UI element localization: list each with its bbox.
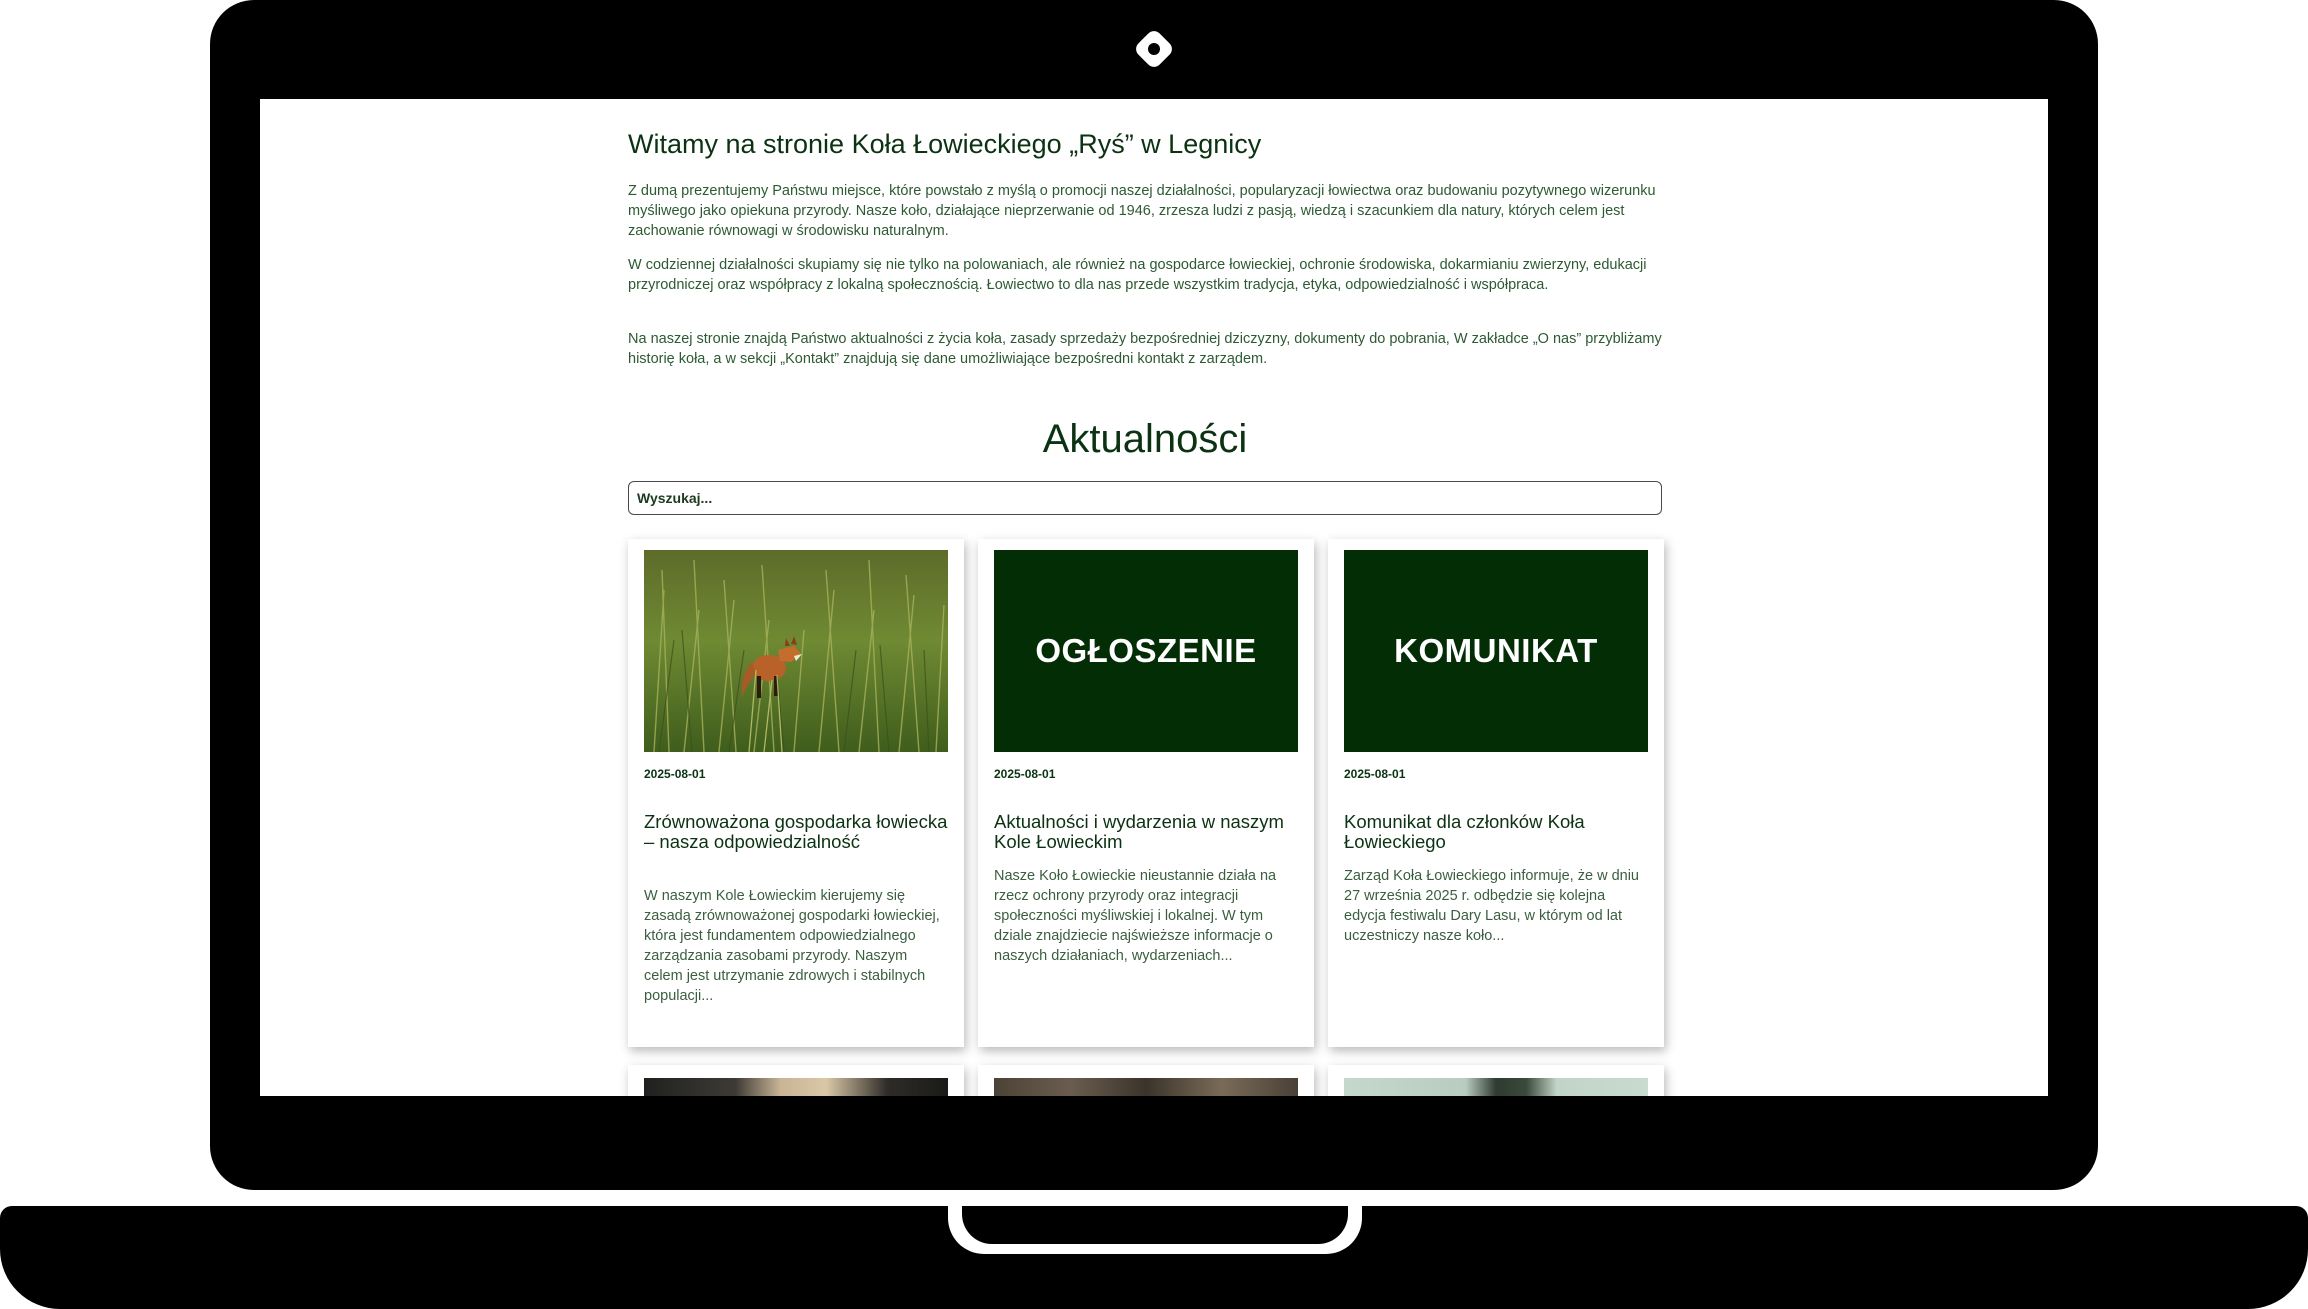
card-thumbnail[interactable] (1344, 1078, 1648, 1096)
card-date: 2025-08-01 (994, 767, 1056, 781)
news-card[interactable] (628, 539, 964, 1047)
fox-photo[interactable] (644, 550, 948, 752)
laptop-notch-inner (962, 1206, 1348, 1244)
camera-lens (1148, 43, 1160, 55)
announcement-banner[interactable] (994, 550, 1298, 752)
card-thumbnail[interactable] (994, 1078, 1298, 1096)
welcome-paragraph-1: Z dumą prezentujemy Państwu miejsce, które powstało z myślą o promocji naszej działalności, popularyzacji łowiectwa oraz budowaniu pozytywnego wizerunku myśliwego jako opiekuna przyrody. Nasze koło, działające nieprzerwanie od 1946, zrzesza ludzi z pasją, wiedzą i szacunkiem dla natury, których celem jest zachowanie równowagi w środowisku naturalnym. (628, 183, 1656, 239)
news-card[interactable] (978, 1065, 1314, 1096)
banner-label: KOMUNIKAT (1344, 550, 1648, 752)
news-card[interactable] (628, 1065, 964, 1096)
communique-banner[interactable] (1344, 550, 1648, 752)
browser-viewport (260, 99, 2048, 1096)
welcome-title: Witamy na stronie Koła Łowieckiego „Ryś” w Legnicy (628, 129, 1262, 159)
news-card[interactable] (978, 539, 1314, 1047)
search-input[interactable]: Wyszukaj... (628, 481, 1662, 515)
card-title[interactable]: Aktualności i wydarzenia w naszym Kole Łowieckim (994, 811, 1284, 852)
news-card[interactable] (1328, 1065, 1664, 1096)
card-excerpt: Zarząd Koła Łowieckiego informuje, że w dniu 27 września 2025 r. odbędzie się kolejna edycja festiwalu Dary Lasu, w którym od lat uczestniczy nasze koło... (1344, 868, 1639, 944)
welcome-paragraph-2: W codziennej działalności skupiamy się nie tylko na polowaniach, ale również na gospodarce łowieckiej, ochronie środowiska, dokarmianiu zwierzyny, edukacji przyrodniczej oraz współpracy z lokalną społecznością. Łowiectwo to dla nas przede wszystkim tradycja, etyka, odpowiedzialność i współpraca. (628, 257, 1647, 293)
card-thumbnail[interactable] (644, 1078, 948, 1096)
banner-label: OGŁOSZENIE (994, 550, 1298, 752)
card-excerpt: Nasze Koło Łowieckie nieustannie działa na rzecz ochrony przyrody oraz integracji społeczności myśliwskiej i lokalnej. W tym dziale znajdziecie najświeższe informacje o naszych działaniach, wydarzeniach... (994, 868, 1277, 964)
welcome-paragraph-3: Na naszej stronie znajdą Państwo aktualności z życia koła, zasady sprzedaży bezpośredniej dziczyzny, dokumenty do pobrania, W zakładce „O nas” przybliżamy historię koła, a w sekcji „Kontakt” znajdują się dane umożliwiające bezpośredni kontakt z zarządem. (628, 331, 1662, 367)
card-title[interactable]: Zrównoważona gospodarka łowiecka – nasza odpowiedzialność (644, 811, 948, 852)
news-heading: Aktualności (1042, 417, 1248, 461)
fox-in-grass-image (644, 550, 948, 752)
card-excerpt: W naszym Kole Łowieckim kierujemy się zasadą zrównoważonej gospodarki łowieckiej, która jest fundamentem odpowiedzialnego zarządzania zasobami przyrody. Naszym celem jest utrzymanie zdrowych i stabilnych populacji... (644, 888, 940, 1004)
card-date: 2025-08-01 (644, 767, 706, 781)
card-title[interactable]: Komunikat dla członków Koła Łowieckiego (1344, 811, 1585, 852)
card-date: 2025-08-01 (1344, 767, 1406, 781)
news-card[interactable] (1328, 539, 1664, 1047)
